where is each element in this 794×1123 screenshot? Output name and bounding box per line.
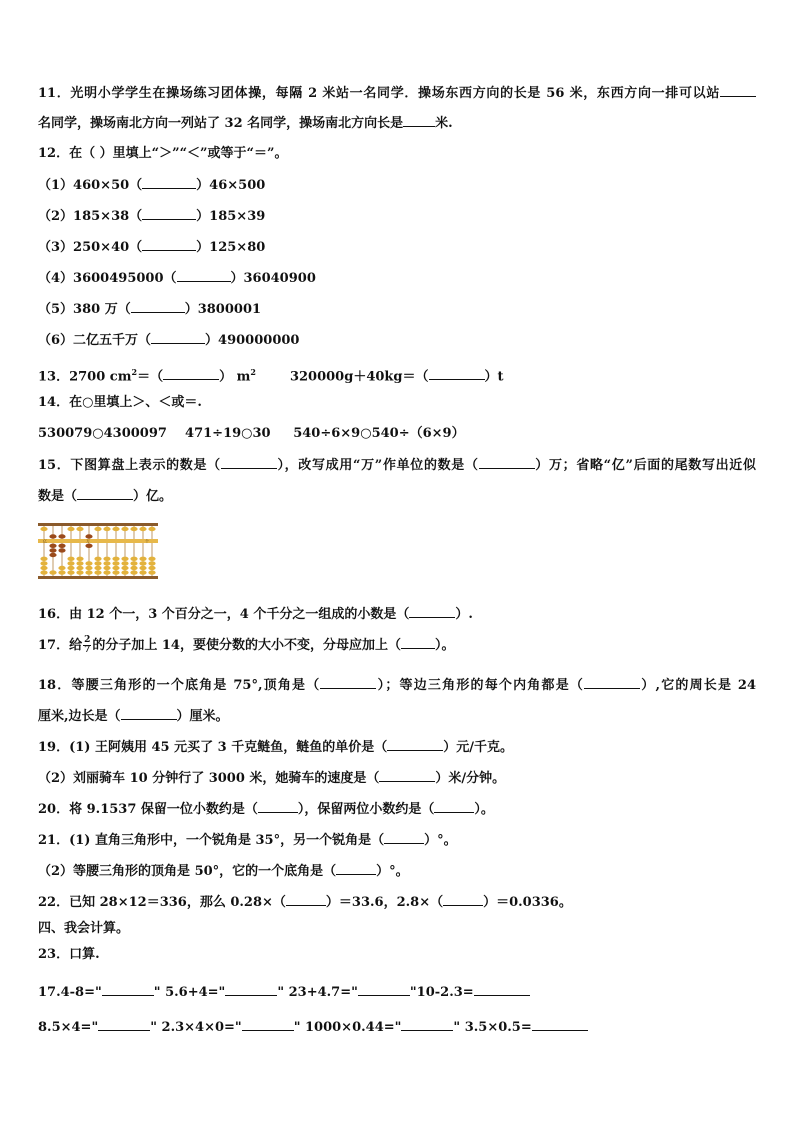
q14-expressions: 530079○4300097 471÷19○30 540÷6×9○540÷（6×9） [38, 426, 465, 441]
q23-blank-8[interactable] [532, 1018, 588, 1031]
q21-blank-2[interactable] [336, 862, 376, 875]
abacus-upper-bead [76, 527, 83, 531]
abacus-upper-bead [139, 527, 146, 531]
q12-title: 12．在（ ）里填上“＞”“＜”或等于“＝”。 [38, 146, 288, 161]
q12-item-2: （2）185×38（ ）185×39 [38, 209, 266, 224]
abacus-lower-bead [67, 570, 74, 574]
abacus-lower-bead [112, 561, 119, 565]
abacus-lower-bead [103, 561, 110, 565]
q20-line: 20．将 9.1537 保留一位小数约是（ ），保留两位小数约是（ ）。 [38, 802, 494, 817]
abacus-lower-bead [40, 566, 47, 570]
q19-blank-2[interactable] [379, 769, 435, 782]
abacus-label-ge: 个 [145, 538, 149, 544]
q18-blank-2[interactable] [584, 676, 640, 689]
q22-blank-1[interactable] [286, 893, 326, 906]
abacus-lower-bead [121, 570, 128, 574]
abacus-lower-bead [49, 544, 56, 548]
q16-line: 16．由 12 个一，3 个百分之一，4 个千分之一组成的小数是（ ）. [38, 607, 473, 622]
q18-line1: 18．等腰三角形的一个底角是 75°,顶角是（ ）；等边三角形的每个内角都是（ ）,它的周长是 24 [38, 678, 756, 693]
q21-line1: 21．(1) 直角三角形中，一个锐角是 35°，另一个锐角是（ ）°。 [38, 833, 457, 848]
abacus-lower-bead [76, 557, 83, 561]
abacus-lower-bead [148, 566, 155, 570]
abacus-upper-bead [148, 527, 155, 531]
abacus-upper-bead [58, 534, 65, 538]
q11-blank2[interactable] [403, 114, 435, 127]
q23-blank-7[interactable] [401, 1018, 453, 1031]
q15-blank-1[interactable] [221, 456, 277, 469]
abacus-upper-bead [40, 527, 47, 531]
abacus-lower-bead [85, 570, 92, 574]
q13-blank-2[interactable] [429, 367, 485, 380]
abacus-lower-bead [139, 561, 146, 565]
q19-line1: 19．(1) 王阿姨用 45 元买了 3 千克鲢鱼，鲢鱼的单价是（ ）元/千克。 [38, 740, 513, 755]
q17-line: 17．给 $\frac{2}{7}$ 的分子加上 14，要使分数的大小不变，分母应加上（ ）。 [38, 635, 455, 655]
abacus-lower-bead [121, 561, 128, 565]
section-4-heading: 四、我会计算。 [38, 921, 130, 936]
abacus-lower-bead [130, 561, 137, 565]
q21-line2: （2）等腰三角形的顶角是 50°，它的一个底角是（ ）°。 [38, 864, 409, 879]
q12-item-1: （1）460×50（ ）46×500 [38, 178, 266, 193]
abacus-lower-bead [85, 561, 92, 565]
abacus-lower-bead [58, 566, 65, 570]
q15-line2: 数是（ ）亿。 [38, 489, 173, 504]
abacus-lower-bead [148, 570, 155, 574]
q12-blank-1[interactable] [142, 176, 196, 189]
abacus-label-yi: 亿 [43, 538, 47, 544]
abacus-lower-bead [58, 544, 65, 548]
abacus-lower-bead [40, 557, 47, 561]
abacus-lower-bead [49, 570, 56, 574]
q13-line: 13．2700 $cm^2=$（ ） $m^2$ 320000g＋40kg＝（ ）t [38, 367, 504, 385]
q23-blank-5[interactable] [98, 1018, 150, 1031]
abacus-lower-bead [103, 557, 110, 561]
q21-blank-1[interactable] [384, 831, 424, 844]
abacus-lower-bead [103, 566, 110, 570]
q17-fraction: $\frac{2}{7}$ [84, 635, 91, 655]
abacus-lower-bead [139, 566, 146, 570]
q12-blank-3[interactable] [142, 238, 196, 251]
q12-blank-5[interactable] [131, 300, 185, 313]
abacus-lower-bead [130, 570, 137, 574]
abacus-upper-bead [67, 527, 74, 531]
q23-blank-1[interactable] [102, 983, 154, 996]
q23-blank-2[interactable] [225, 983, 277, 996]
q15-blank-2[interactable] [479, 456, 535, 469]
abacus-label-wan: 万 [86, 538, 90, 544]
q23-row2: 8.5×4=" " 2.3×4×0=" " 1000×0.44=" " 3.5×0.5= [38, 1018, 756, 1037]
q22-blank-2[interactable] [443, 893, 483, 906]
q23-title: 23．口算. [38, 947, 100, 962]
abacus-lower-bead [130, 557, 137, 561]
abacus-lower-bead [76, 570, 83, 574]
abacus-lower-bead [40, 570, 47, 574]
q11-blank1[interactable] [720, 84, 756, 97]
q12-blank-6[interactable] [151, 331, 205, 344]
abacus-lower-bead [94, 561, 101, 565]
abacus-lower-bead [58, 570, 65, 574]
q12-item-3: （3）250×40（ ）125×80 [38, 240, 266, 255]
abacus-lower-bead [58, 548, 65, 552]
abacus-lower-bead [112, 557, 119, 561]
q23-blank-6[interactable] [242, 1018, 294, 1031]
q12-item-6: （6）二亿五千万（ ）490000000 [38, 333, 300, 348]
q13-blank-1[interactable] [163, 367, 219, 380]
q23-blank-4[interactable] [474, 983, 530, 996]
abacus-lower-bead [49, 548, 56, 552]
abacus-lower-bead [76, 561, 83, 565]
abacus-lower-bead [67, 557, 74, 561]
abacus-lower-bead [139, 570, 146, 574]
abacus-lower-bead [148, 557, 155, 561]
q11-line2: 名同学，操场南北方向一列站了 32 名同学，操场南北方向长是 米. [38, 116, 453, 131]
abacus-lower-bead [67, 566, 74, 570]
abacus-lower-bead [130, 566, 137, 570]
abacus-lower-bead [94, 570, 101, 574]
abacus-lower-bead [85, 544, 92, 548]
abacus-lower-bead [40, 561, 47, 565]
q20-blank-2[interactable] [434, 800, 474, 813]
q19-line2: （2）刘丽骑车 10 分钟行了 3000 米，她骑车的速度是（ ）米/分钟。 [38, 771, 506, 786]
abacus-lower-bead [49, 553, 56, 557]
q18-blank-1[interactable] [320, 676, 376, 689]
q18-blank-3[interactable] [121, 707, 177, 720]
abacus-lower-bead [85, 566, 92, 570]
q18-line2: 厘米,边长是（ ）厘米。 [38, 709, 229, 724]
abacus-lower-bead [103, 570, 110, 574]
q12-blank-2[interactable] [142, 207, 196, 220]
q11-line1: 11．光明小学学生在操场练习团体操，每隔 2 米站一名同学．操场东西方向的长是 56 米，东西方向一排可以站 [38, 84, 756, 103]
abacus-image [38, 521, 158, 581]
abacus-lower-bead [94, 557, 101, 561]
q15-blank-3[interactable] [77, 487, 133, 500]
abacus-upper-bead [121, 527, 128, 531]
abacus-upper-bead [49, 534, 56, 538]
abacus-lower-bead [94, 566, 101, 570]
abacus-lower-bead [76, 566, 83, 570]
q12-item-4: （4）3600495000（ ）36040900 [38, 271, 316, 286]
abacus-upper-bead [112, 527, 119, 531]
q14-title: 14．在○里填上＞、＜或＝. [38, 395, 202, 410]
abacus-upper-bead [103, 527, 110, 531]
q19-blank-1[interactable] [387, 738, 443, 751]
abacus-lower-bead [67, 561, 74, 565]
q12-blank-4[interactable] [177, 269, 231, 282]
abacus-lower-bead [112, 570, 119, 574]
abacus-lower-bead [148, 561, 155, 565]
q23-blank-3[interactable] [358, 983, 410, 996]
abacus-lower-bead [121, 566, 128, 570]
q16-blank[interactable] [409, 605, 455, 618]
q17-blank[interactable] [401, 636, 435, 649]
abacus-lower-bead [112, 566, 119, 570]
q23-row1: 17.4-8=" " 5.6+4=" " 23+4.7=" "10-2.3= [38, 983, 756, 1002]
abacus-lower-bead [121, 557, 128, 561]
q22-line: 22．已知 28×12＝336，那么 0.28×（ ）＝33.6，2.8×（ ）＝0.0336。 [38, 895, 572, 910]
abacus-lower-bead [139, 557, 146, 561]
abacus-upper-bead [94, 527, 101, 531]
abacus-upper-bead [130, 527, 137, 531]
q12-item-5: （5）380 万（ ）3800001 [38, 302, 262, 317]
q15-line1: 15．下图算盘上表示的数是（ ），改写成用“万”作单位的数是（ ）万；省略“亿”后面的尾数写出近似 [38, 458, 756, 473]
q20-blank-1[interactable] [258, 800, 298, 813]
